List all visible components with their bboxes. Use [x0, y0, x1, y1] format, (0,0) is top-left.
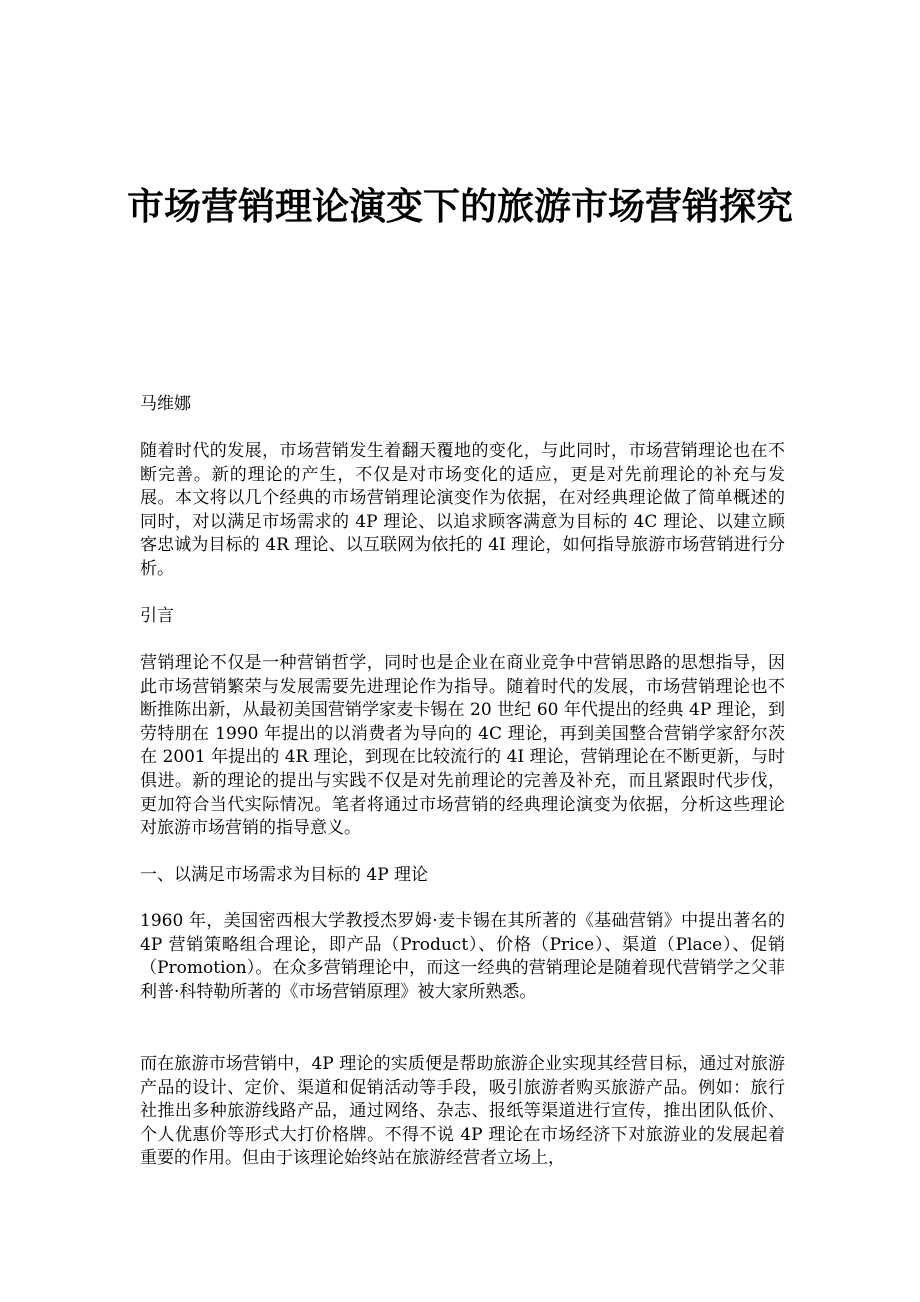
intro-paragraph: 营销理论不仅是一种营销哲学，同时也是企业在商业竞争中营销思路的思想指导，因此市场营销繁荣与发展需要先进理论作为指导。随着时代的发展，市场营销理论也不断推陈出新，从最初美国营销学家麦卡锡在 20 世纪 60 年代提出的经典 4P 理论，到劳特朋在 1990 年提出的以消费者为导向的 4C 理论，再到美国整合营销学家舒尔茨在 2001 年提出的 4R 理论，到现在比较流行的 4I 理论，营销理论在不断更新，与时俱进。新的理论的提出与实践不仅是对先前理论的完善及补充，而且紧跟时代步伐，更加符合当代实际情况。笔者将通过市场营销的经典理论演变为依据，分析这些理论对旅游市场营销的指导意义。	[140, 653, 785, 839]
section-1-paragraph-2: 而在旅游市场营销中，4P 理论的实质便是帮助旅游企业实现其经营目标，通过对旅游产品的设计、定价、渠道和促销活动等手段，吸引旅游者购买旅游产品。例如：旅行社推出多种旅游线路产品，通过网络、杂志、报纸等渠道进行宣传，推出团队低价、个人优惠价等形式大打价格牌。不得不说 4P 理论在市场经济下对旅游业的发展起着重要的作用。但由于该理论始终站在旅游经营者立场上，	[140, 1054, 785, 1169]
section-1-paragraph-1: 1960 年，美国密西根大学教授杰罗姆·麦卡锡在其所著的《基础营销》中提出著名的 4P 营销策略组合理论，即产品（Product）、价格（Price）、渠道（Place）、促销（Promotion）。在众多营销理论中，而这一经典的营销理论是随着现代营销学之父菲利普·科特勒所著的《市场营销原理》被大家所熟悉。	[140, 911, 785, 1002]
section-1-heading: 一、以满足市场需求为目标的 4P 理论	[140, 865, 429, 885]
intro-heading: 引言	[140, 606, 174, 626]
abstract-paragraph: 随着时代的发展，市场营销发生着翻天覆地的变化，与此同时，市场营销理论也在不断完善。新的理论的产生，不仅是对市场变化的适应，更是对先前理论的补充与发展。本文将以几个经典的市场营销理论演变作为依据，在对经典理论做了简单概述的同时，对以满足市场需求的 4P 理论、以追求顾客满意为目标的 4C 理论、以建立顾客忠诚为目标的 4R 理论、以互联网为依托的 4I 理论，如何指导旅游市场营销进行分析。	[140, 441, 785, 579]
document-title: 市场营销理论演变下的旅游市场营销探究	[127, 184, 793, 228]
author-name: 马维娜	[140, 394, 191, 414]
